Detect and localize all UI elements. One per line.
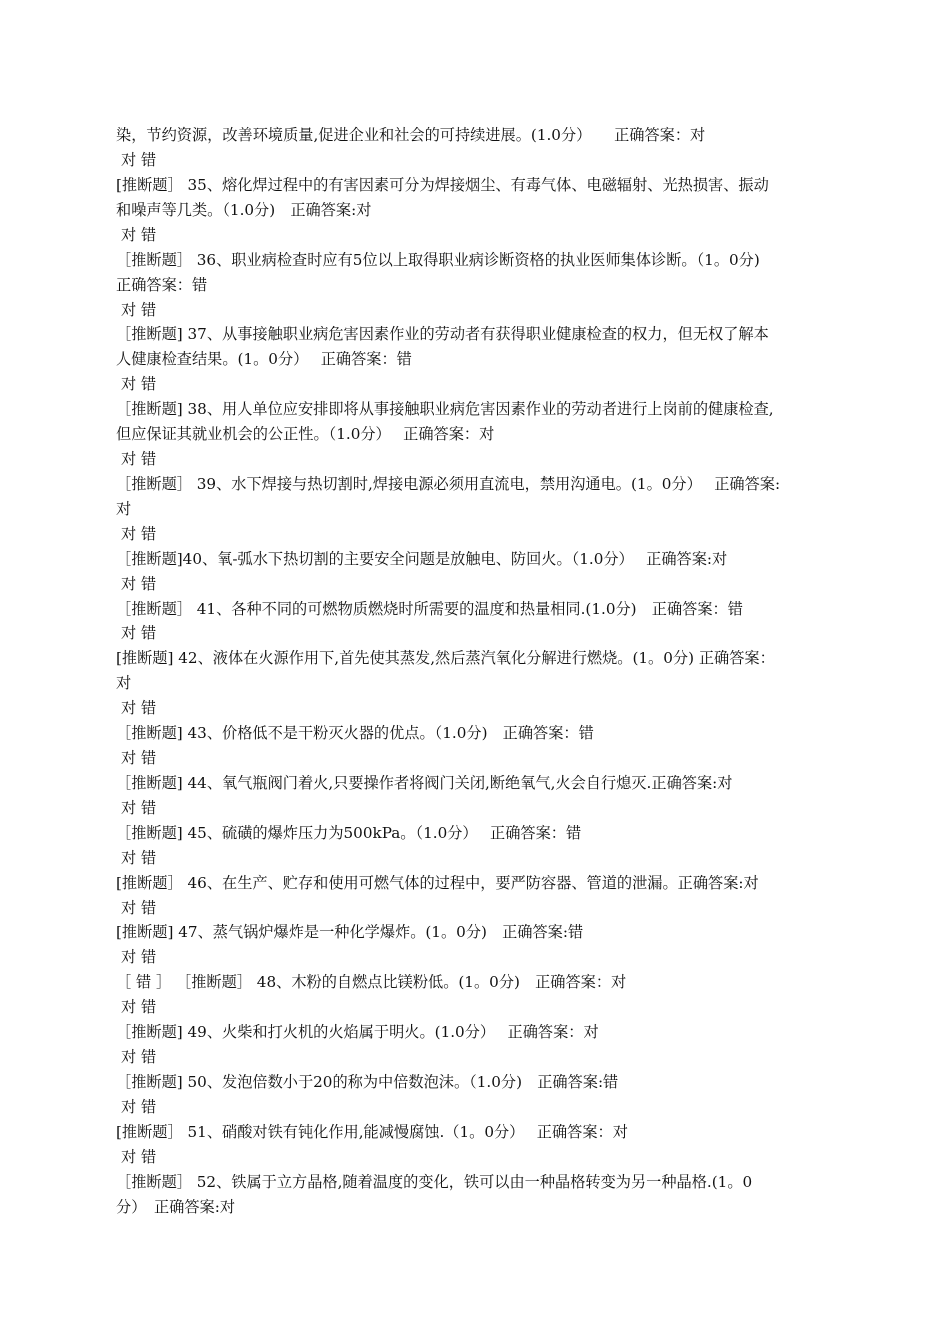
question-line: [推断题] 42、液体在火源作用下,首先使其蒸发,然后蒸汽氧化分解进行燃烧。(1。0分) 正确答案：	[116, 649, 775, 667]
question-line: ［推断题] 49、火柴和打火机的火焰属于明火。(1.0分） 正确答案：对	[116, 1023, 599, 1041]
answer-options: 对 错	[121, 749, 157, 767]
answer-options: 对 错	[121, 525, 157, 543]
answer-options: 对 错	[121, 301, 157, 319]
answer-options: 对 错	[121, 948, 157, 966]
answer-options: 对 错	[121, 1048, 157, 1066]
question-line: ［推断题］ 39、水下焊接与热切割时,焊接电源必须用直流电，禁用沟通电。(1。0分） 正确答案:	[116, 475, 781, 493]
text-line: 和噪声等几类。（1.0分) 正确答案:对	[116, 201, 372, 219]
answer-options: 对 错	[121, 799, 157, 817]
question-line: [推断题］ 51、硝酸对铁有钝化作用,能减慢腐蚀.（1。0分） 正确答案：对	[116, 1123, 628, 1141]
text-line: 染，节约资源，改善环境质量,促进企业和社会的可持续进展。(1.0分） 正确答案：对	[116, 126, 706, 144]
question-line: ［推断题]40、氧-弧水下热切割的主要安全问题是放触电、防回火。（1.0分） 正确答案:对	[116, 550, 728, 568]
answer-options: 对 错	[121, 899, 157, 917]
answer-options: 对 错	[121, 849, 157, 867]
question-line: ［推断题] 38、用人单位应安排即将从事接触职业病危害因素作业的劳动者进行上岗前的健康检查,	[116, 400, 774, 418]
answer-options: 对 错	[121, 1148, 157, 1166]
question-line: ［推断题] 45、硫磺的爆炸压力为500kPa。（1.0分） 正确答案：错	[116, 824, 582, 842]
answer-options: 对 错	[121, 375, 157, 393]
answer-options: 对 错	[121, 575, 157, 593]
text-line: 但应保证其就业机会的公正性。（1.0分） 正确答案：对	[116, 425, 495, 443]
question-line: ［推断题］ 36、职业病检查时应有5位以上取得职业病诊断资格的执业医师集体诊断。（1。0分)	[116, 251, 760, 269]
question-line: [推断题］ 46、在生产、贮存和使用可燃气体的过程中，要严防容器、管道的泄漏。正确答案:对	[116, 874, 759, 892]
question-line: ［推断题] 37、从事接触职业病危害因素作业的劳动者有获得职业健康检查的权力，但无权了解本	[116, 325, 769, 343]
answer-options: 对 错	[121, 450, 157, 468]
text-line: 人健康检查结果。(1。0分） 正确答案：错	[116, 350, 412, 368]
answer-options: 对 错	[121, 699, 157, 717]
text-line: 对	[116, 500, 132, 518]
question-line: [推断题] 47、蒸气锅炉爆炸是一种化学爆炸。(1。0分) 正确答案:错	[116, 923, 584, 941]
question-line: [推断题］ 35、熔化焊过程中的有害因素可分为焊接烟尘、有毒气体、电磁辐射、光热损害、振动	[116, 176, 769, 194]
answer-options: 对 错	[121, 624, 157, 642]
question-line: ［推断题］ 52、铁属于立方晶格,随着温度的变化，铁可以由一种晶格转变为另一种晶格.(1。0	[116, 1173, 753, 1191]
text-line: 正确答案：错	[116, 276, 208, 294]
question-line: ［推断题] 43、价格低不是干粉灭火器的优点。（1.0分) 正确答案：错	[116, 724, 594, 742]
answer-options: 对 错	[121, 151, 157, 169]
answer-options: 对 错	[121, 998, 157, 1016]
answer-options: 对 错	[121, 1098, 157, 1116]
question-line: ［推断题] 44、氧气瓶阀门着火,只要操作者将阀门关闭,断绝氧气,火会自行熄灭.正确答案:对	[116, 774, 733, 792]
text-line: 分） 正确答案:对	[116, 1198, 236, 1216]
question-line: ［推断题] 50、发泡倍数小于20的称为中倍数泡沫。（1.0分) 正确答案:错	[116, 1073, 619, 1091]
text-line: 对	[116, 674, 132, 692]
question-line: ［ 错 ］ ［推断题］ 48、木粉的自燃点比镁粉低。(1。0分) 正确答案：对	[116, 973, 627, 991]
answer-options: 对 错	[121, 226, 157, 244]
question-line: ［推断题］ 41、各种不同的可燃物质燃烧时所需要的温度和热量相同.(1.0分) 正确答案：错	[116, 600, 743, 618]
